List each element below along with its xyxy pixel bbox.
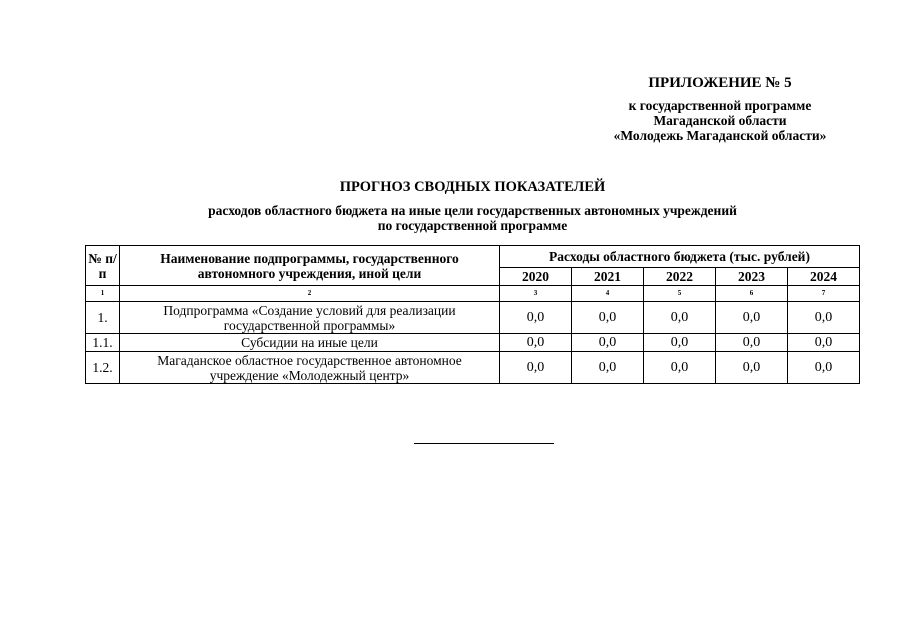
row-value: 0,0 (572, 352, 644, 384)
row-value: 0,0 (788, 334, 860, 352)
table-header-row (86, 246, 860, 268)
header-year: 2020 (500, 268, 572, 286)
index-cell: 3 (500, 286, 572, 302)
row-value: 0,0 (716, 352, 788, 384)
index-cell: 6 (716, 286, 788, 302)
table-index-row (86, 286, 860, 302)
row-name: Магаданское областное государственное автономное учреждение «Молодежный центр» (120, 352, 500, 384)
header-year: 2023 (716, 268, 788, 286)
table-row (86, 352, 860, 384)
document-subtitle-line: по государственной программе (377, 218, 568, 233)
header-name: Наименование подпрограммы, государственного автономного учреждения, иной цели (120, 246, 500, 286)
document-title: ПРОГНОЗ СВОДНЫХ ПОКАЗАТЕЛЕЙ (339, 179, 606, 195)
row-value: 0,0 (572, 334, 644, 352)
row-value: 0,0 (716, 302, 788, 334)
row-name: Подпрограмма «Создание условий для реализации государственной программы» (120, 302, 500, 334)
row-value: 0,0 (788, 352, 860, 384)
index-cell: 2 (120, 286, 500, 302)
table-row (86, 334, 860, 352)
document-subtitle-line: расходов областного бюджета на иные цели государственных автономных учреждений (208, 203, 737, 218)
appendix-title: ПРИЛОЖЕНИЕ № 5 (648, 75, 792, 91)
header-year: 2021 (572, 268, 644, 286)
appendix-block (560, 74, 880, 143)
appendix-line: «Молодежь Магаданской области» (613, 128, 827, 143)
header-number: № п/п (86, 246, 120, 286)
budget-table (85, 245, 860, 384)
row-value: 0,0 (788, 302, 860, 334)
row-value: 0,0 (500, 352, 572, 384)
row-value: 0,0 (500, 302, 572, 334)
row-number: 1.1. (86, 334, 120, 352)
row-name: Субсидии на иные цели (120, 334, 500, 352)
row-value: 0,0 (644, 352, 716, 384)
header-year: 2024 (788, 268, 860, 286)
index-cell: 1 (86, 286, 120, 302)
closing-divider (414, 443, 554, 444)
row-value: 0,0 (500, 334, 572, 352)
document-heading (90, 179, 855, 233)
index-cell: 5 (644, 286, 716, 302)
row-number: 1. (86, 302, 120, 334)
header-year: 2022 (644, 268, 716, 286)
appendix-line: к государственной программе (628, 98, 812, 113)
row-value: 0,0 (644, 302, 716, 334)
appendix-line: Магаданской области (653, 113, 787, 128)
row-value: 0,0 (572, 302, 644, 334)
index-cell: 4 (572, 286, 644, 302)
header-expenses: Расходы областного бюджета (тыс. рублей) (500, 246, 860, 268)
index-cell: 7 (788, 286, 860, 302)
table-row (86, 302, 860, 334)
row-value: 0,0 (716, 334, 788, 352)
row-number: 1.2. (86, 352, 120, 384)
row-value: 0,0 (644, 334, 716, 352)
